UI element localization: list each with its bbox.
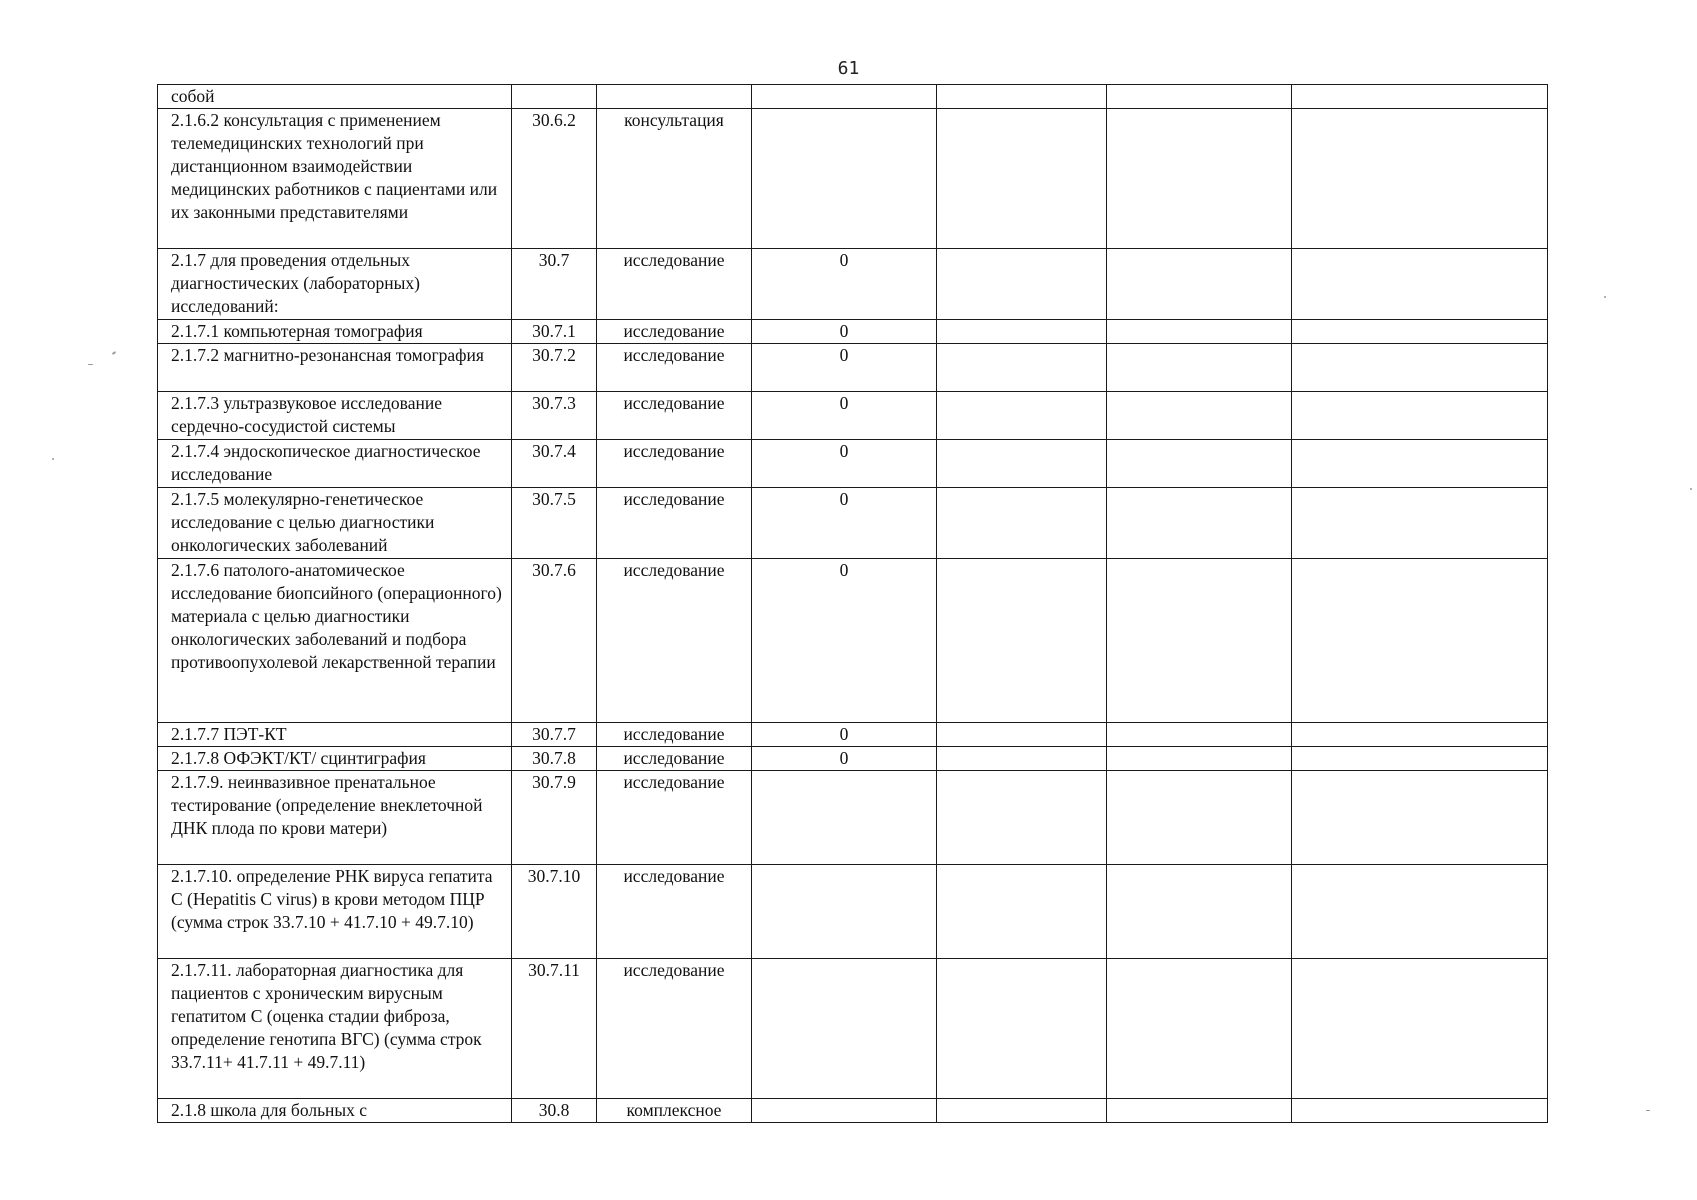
unit-cell: консультация [597, 109, 752, 249]
unit-cell: исследование [597, 488, 752, 559]
unit-cell: исследование [597, 392, 752, 440]
value-cell: 0 [752, 440, 937, 488]
scan-speck [1604, 296, 1606, 298]
empty-cell [937, 488, 1107, 559]
empty-cell [937, 771, 1107, 865]
table-row [158, 392, 1548, 440]
empty-cell [1292, 344, 1548, 392]
indicator-name-cell: 2.1.6.2 консультация с применением телемедицинских технологий при дистанционном взаимодействии медицинских работников с пациентами или их законными представителями [158, 109, 512, 249]
empty-cell [937, 344, 1107, 392]
scan-speck [52, 458, 54, 460]
empty-cell [937, 959, 1107, 1099]
empty-cell [1292, 249, 1548, 320]
table-row [158, 747, 1548, 771]
value-cell: 0 [752, 488, 937, 559]
table-row [158, 320, 1548, 344]
unit-cell: исследование [597, 771, 752, 865]
scan-speck [112, 351, 116, 355]
indicator-name-cell: 2.1.7.4 эндоскопическое диагностическое исследование [158, 440, 512, 488]
empty-cell [1107, 344, 1292, 392]
empty-cell [937, 392, 1107, 440]
empty-cell [1292, 723, 1548, 747]
page-number: 61 [837, 58, 860, 79]
scan-speck [1690, 488, 1692, 490]
table-row [158, 771, 1548, 865]
row-code-cell: 30.7.7 [512, 723, 597, 747]
table-row [158, 249, 1548, 320]
unit-cell: комплексное [597, 1099, 752, 1123]
empty-cell [1107, 109, 1292, 249]
row-code-cell: 30.8 [512, 1099, 597, 1123]
empty-cell [1292, 392, 1548, 440]
empty-cell [1107, 959, 1292, 1099]
empty-cell [1292, 747, 1548, 771]
table-row [158, 723, 1548, 747]
row-code-cell: 30.7.9 [512, 771, 597, 865]
indicator-name-cell: собой [158, 85, 512, 109]
value-cell: 0 [752, 344, 937, 392]
report-table-body [158, 85, 1548, 1123]
unit-cell: исследование [597, 320, 752, 344]
empty-cell [937, 249, 1107, 320]
empty-cell [937, 747, 1107, 771]
empty-cell [937, 109, 1107, 249]
value-cell: 0 [752, 747, 937, 771]
empty-cell [937, 440, 1107, 488]
unit-cell: исследование [597, 344, 752, 392]
value-cell: 0 [752, 320, 937, 344]
row-code-cell: 30.7.3 [512, 392, 597, 440]
indicator-name-cell: 2.1.7.9. неинвазивное пренатальное тестирование (определение внеклеточной ДНК плода по крови матери) [158, 771, 512, 865]
empty-cell [1107, 85, 1292, 109]
scan-speck [1646, 1110, 1650, 1111]
value-cell: 0 [752, 249, 937, 320]
empty-cell [1107, 1099, 1292, 1123]
empty-cell [1107, 747, 1292, 771]
scan-speck [88, 364, 93, 365]
empty-cell [1107, 771, 1292, 865]
empty-cell [1292, 1099, 1548, 1123]
indicator-name-cell: 2.1.8 школа для больных с [158, 1099, 512, 1123]
unit-cell: исследование [597, 747, 752, 771]
empty-cell [1292, 959, 1548, 1099]
empty-cell [1292, 440, 1548, 488]
value-cell [752, 865, 937, 959]
unit-cell [597, 85, 752, 109]
unit-cell: исследование [597, 249, 752, 320]
unit-cell: исследование [597, 865, 752, 959]
table-row [158, 109, 1548, 249]
value-cell [752, 959, 937, 1099]
empty-cell [1292, 320, 1548, 344]
table-row [158, 488, 1548, 559]
value-cell: 0 [752, 723, 937, 747]
row-code-cell: 30.7.11 [512, 959, 597, 1099]
empty-cell [937, 723, 1107, 747]
empty-cell [1107, 865, 1292, 959]
table-row [158, 959, 1548, 1099]
empty-cell [1292, 865, 1548, 959]
empty-cell [1292, 559, 1548, 723]
indicator-name-cell: 2.1.7 для проведения отдельных диагностических (лабораторных) исследований: [158, 249, 512, 320]
indicator-name-cell: 2.1.7.7 ПЭТ-КТ [158, 723, 512, 747]
value-cell: 0 [752, 392, 937, 440]
empty-cell [937, 559, 1107, 723]
unit-cell: исследование [597, 723, 752, 747]
row-code-cell: 30.7.1 [512, 320, 597, 344]
table-row [158, 440, 1548, 488]
unit-cell: исследование [597, 959, 752, 1099]
value-cell [752, 1099, 937, 1123]
unit-cell: исследование [597, 440, 752, 488]
empty-cell [1107, 320, 1292, 344]
table-row [158, 1099, 1548, 1123]
empty-cell [1292, 771, 1548, 865]
value-cell [752, 85, 937, 109]
row-code-cell: 30.6.2 [512, 109, 597, 249]
row-code-cell: 30.7.8 [512, 747, 597, 771]
unit-cell: исследование [597, 559, 752, 723]
row-code-cell: 30.7.2 [512, 344, 597, 392]
table-row [158, 344, 1548, 392]
indicator-name-cell: 2.1.7.5 молекулярно-генетическое исследование с целью диагностики онкологических заболеваний [158, 488, 512, 559]
empty-cell [1107, 249, 1292, 320]
indicator-name-cell: 2.1.7.6 патолого-анатомическое исследование биопсийного (операционного) материала с целью диагностики онкологических заболеваний и подбора противоопухолевой лекарственной терапии [158, 559, 512, 723]
empty-cell [937, 85, 1107, 109]
row-code-cell: 30.7 [512, 249, 597, 320]
empty-cell [1292, 488, 1548, 559]
empty-cell [1107, 440, 1292, 488]
table-row [158, 865, 1548, 959]
indicator-name-cell: 2.1.7.8 ОФЭКТ/КТ/ сцинтиграфия [158, 747, 512, 771]
row-code-cell: 30.7.6 [512, 559, 597, 723]
row-code-cell: 30.7.4 [512, 440, 597, 488]
value-cell: 0 [752, 559, 937, 723]
report-table [157, 84, 1548, 1123]
empty-cell [1107, 559, 1292, 723]
indicator-name-cell: 2.1.7.3 ультразвуковое исследование сердечно-сосудистой системы [158, 392, 512, 440]
row-code-cell: 30.7.5 [512, 488, 597, 559]
empty-cell [1292, 85, 1548, 109]
empty-cell [1107, 392, 1292, 440]
indicator-name-cell: 2.1.7.2 магнитно-резонансная томография [158, 344, 512, 392]
indicator-name-cell: 2.1.7.11. лабораторная диагностика для пациентов с хроническим вирусным гепатитом С (оценка стадии фиброза, определение генотипа ВГС) (сумма строк 33.7.11+ 41.7.11 + 49.7.11) [158, 959, 512, 1099]
value-cell [752, 771, 937, 865]
indicator-name-cell: 2.1.7.1 компьютерная томография [158, 320, 512, 344]
table-row [158, 559, 1548, 723]
empty-cell [1107, 488, 1292, 559]
empty-cell [1292, 109, 1548, 249]
empty-cell [937, 865, 1107, 959]
value-cell [752, 109, 937, 249]
row-code-cell: 30.7.10 [512, 865, 597, 959]
empty-cell [937, 1099, 1107, 1123]
table-row [158, 85, 1548, 109]
empty-cell [937, 320, 1107, 344]
empty-cell [1107, 723, 1292, 747]
row-code-cell [512, 85, 597, 109]
indicator-name-cell: 2.1.7.10. определение РНК вируса гепатита С (Hepatitis C virus) в крови методом ПЦР (сумма строк 33.7.10 + 41.7.10 + 49.7.10) [158, 865, 512, 959]
